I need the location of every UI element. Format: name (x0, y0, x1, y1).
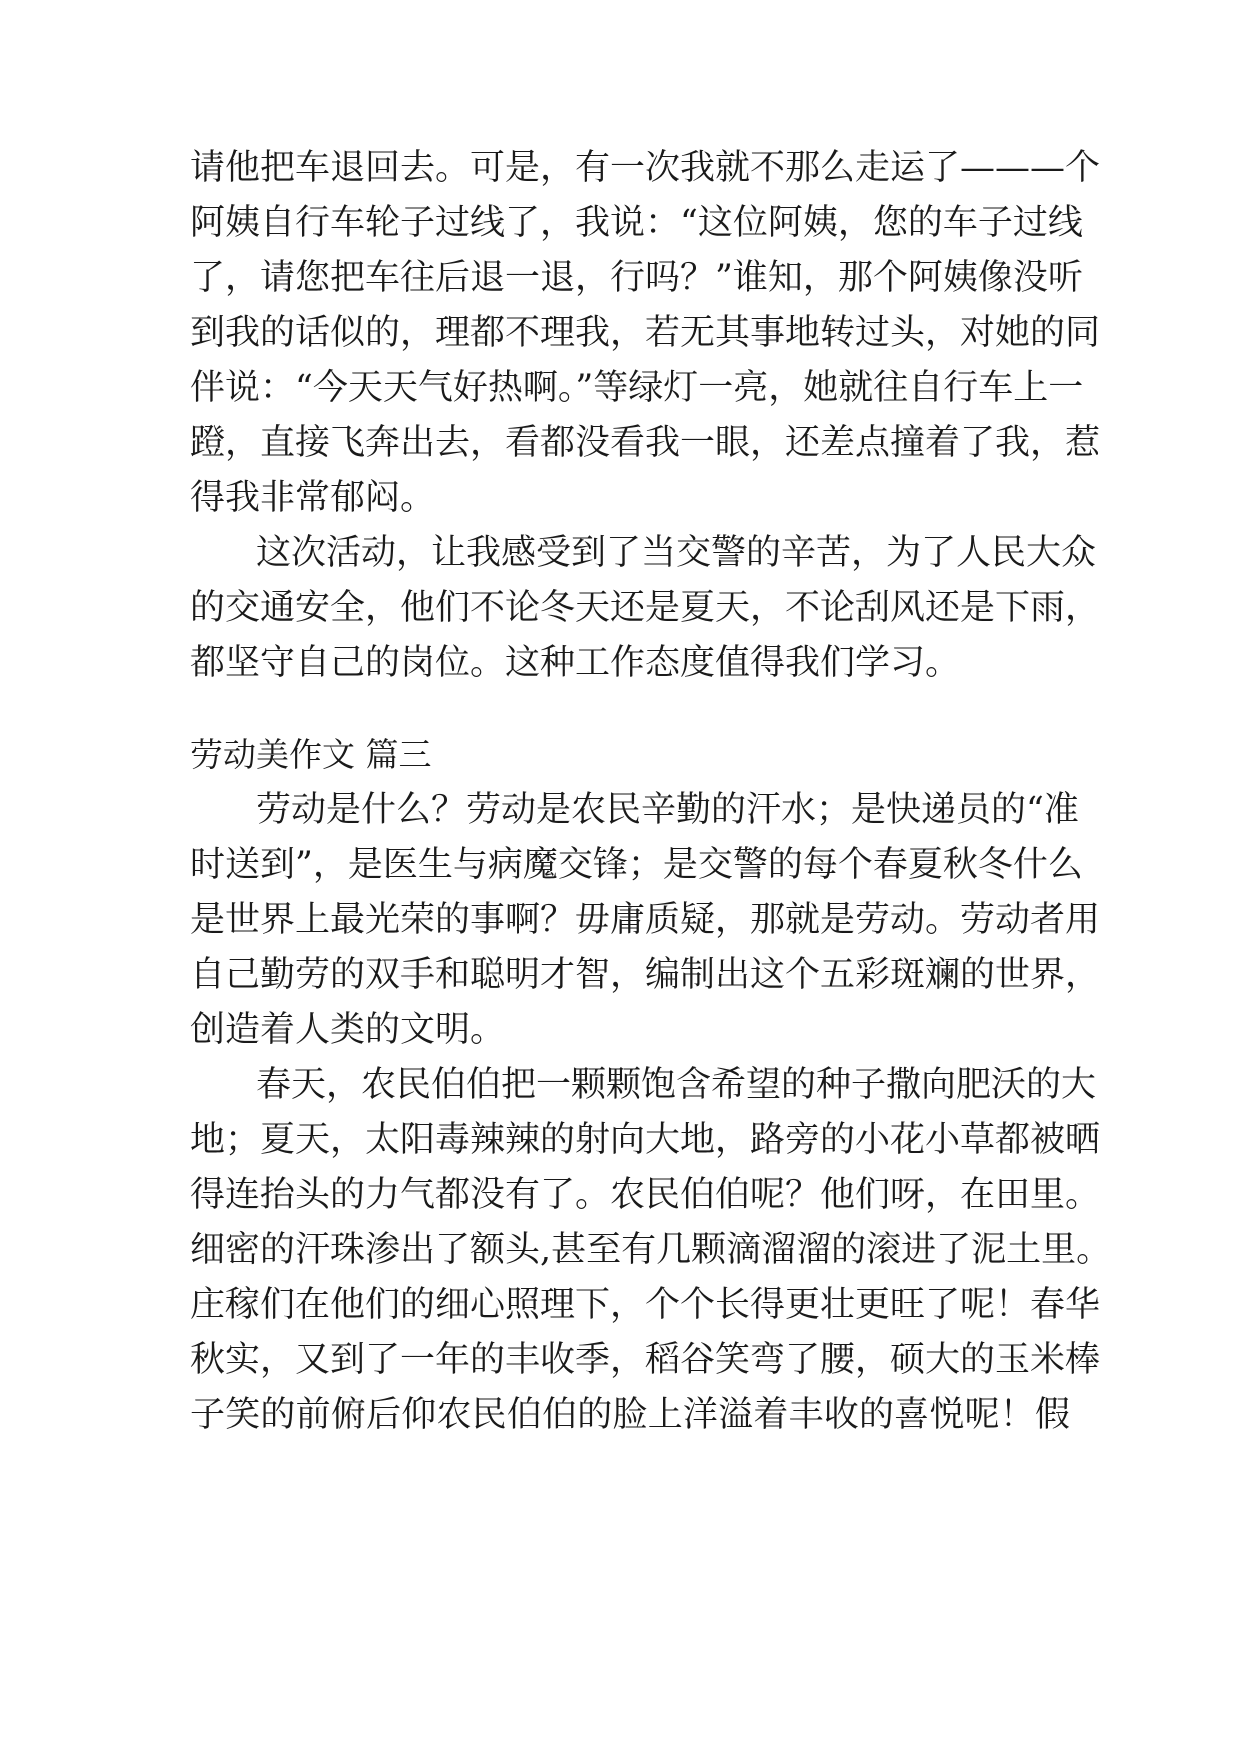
paragraph-line: 是世界上最光荣的事啊？毋庸质疑，那就是劳动。劳动者用 (190, 900, 1101, 940)
paragraph-line: 都坚守自己的岗位。这种工作态度值得我们学习。 (190, 643, 961, 683)
paragraph-line: 的交通安全，他们不论冬天还是夏天，不论刮风还是下雨， (190, 588, 1101, 628)
paragraph-line: 自己勤劳的双手和聪明才智，编制出这个五彩斑斓的世界， (190, 955, 1101, 995)
paragraph-line: 到我的话似的，理都不理我，若无其事地转过头，对她的同 (190, 313, 1101, 353)
paragraph-line: 劳动是什么？劳动是农民辛勤的汗水；是快递员的“准 (256, 790, 1079, 830)
paragraph-line: 创造着人类的文明。 (190, 1010, 506, 1050)
paragraph-line: 地；夏天，太阳毒辣辣的射向大地，路旁的小花小草都被晒 (190, 1120, 1101, 1160)
paragraph-line: 时送到”，是医生与病魔交锋；是交警的每个春夏秋冬什么 (190, 845, 1083, 885)
paragraph-line: 子笑的前俯后仰农民伯伯的脸上洋溢着丰收的喜悦呢！假 (190, 1395, 1070, 1435)
paragraph-line: 庄稼们在他们的细心照理下，个个长得更壮更旺了呢！春华 (190, 1285, 1101, 1325)
paragraph-line: 这次活动，让我感受到了当交警的辛苦，为了人民大众 (256, 533, 1097, 573)
paragraph-line: 得我非常郁闷。 (190, 478, 436, 518)
paragraph-line: 细密的汗珠渗出了额头,甚至有几颗滴溜溜的滚进了泥土里。 (190, 1230, 1112, 1270)
paragraph-line: 蹬，直接飞奔出去，看都没看我一眼，还差点撞着了我，惹 (190, 423, 1101, 463)
paragraph-line: 春天，农民伯伯把一颗颗饱含希望的种子撒向肥沃的大 (256, 1065, 1097, 1105)
paragraph-line: 请他把车退回去。可是，有一次我就不那么走运了———个 (190, 148, 1101, 188)
paragraph-line: 秋实，又到了一年的丰收季，稻谷笑弯了腰，硕大的玉米棒 (190, 1340, 1101, 1380)
section-heading: 劳动美作文 篇三 (190, 735, 432, 774)
paragraph-line: 了，请您把车往后退一退，行吗？”谁知，那个阿姨像没听 (190, 258, 1083, 298)
paragraph-line: 伴说：“今天天气好热啊。”等绿灯一亮，她就往自行车上一 (190, 368, 1084, 408)
paragraph-line: 得连抬头的力气都没有了。农民伯伯呢？他们呀，在田里。 (190, 1175, 1101, 1215)
paragraph-line: 阿姨自行车轮子过线了，我说：“这位阿姨，您的车子过线 (190, 203, 1083, 243)
